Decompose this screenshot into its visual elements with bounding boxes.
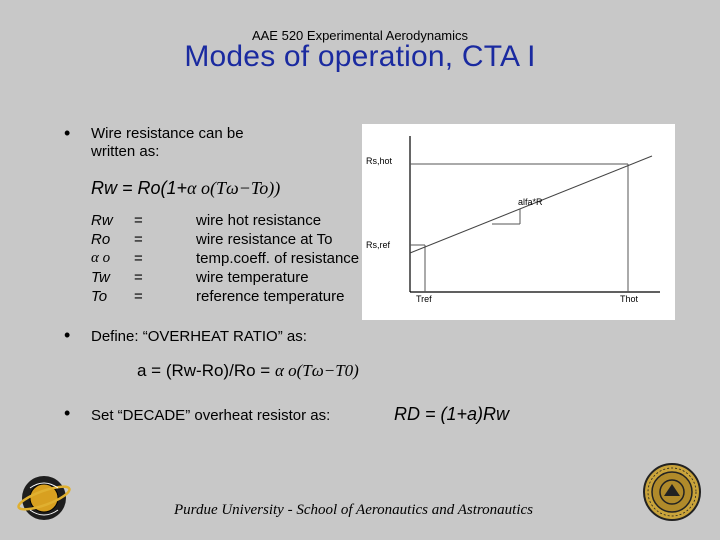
definition-symbol: Tw (91, 269, 110, 286)
bullet-1-line-1: Wire resistance can be (91, 125, 244, 142)
definition-equals: = (134, 269, 143, 286)
definition-description: wire hot resistance (196, 212, 322, 229)
bullet-2-text: Define: “OVERHEAT RATIO” as: (91, 328, 307, 345)
course-header: AAE 520 Experimental Aerodynamics (251, 28, 469, 43)
overheat-lhs: a = (Rw-Ro)/Ro = (137, 361, 275, 380)
bullet-2-dot: • (64, 325, 71, 345)
definition-row (91, 230, 359, 249)
overheat-equation (137, 361, 359, 381)
definition-equals: = (134, 288, 143, 305)
university-seal-icon (642, 462, 702, 522)
resistance-equation (91, 178, 280, 199)
equation-mid: o(T (196, 178, 227, 198)
resistance-temperature-graph (362, 124, 675, 320)
saturn-logo-icon (16, 470, 72, 526)
slide-title: Modes of operation, CTA I (184, 40, 536, 73)
bullet-1-dot: • (64, 123, 71, 143)
decade-equation: RD = (1+a)Rw (394, 404, 510, 424)
definition-description: reference temperature (196, 288, 345, 305)
alpha-symbol: α (187, 178, 197, 198)
rs-ref-label: Rs,ref (366, 240, 391, 250)
footer-text: Purdue University - School of Aeronautics and Astronautics (174, 502, 533, 518)
definition-symbol: α o (91, 250, 111, 266)
bullet-1-line-2: written as: (91, 143, 160, 160)
thot-label: Thot (620, 294, 639, 304)
alfa-label: alfa*R (518, 197, 543, 207)
definition-equals: = (134, 231, 143, 248)
definition-description: wire resistance at To (196, 231, 333, 248)
equation-rhs: −To)) (238, 178, 281, 198)
purdue-aero-logo-left (16, 470, 72, 531)
graph-svg (362, 124, 675, 320)
equation-lhs: Rw = Ro(1+ (91, 178, 188, 198)
definition-equals: = (134, 250, 143, 267)
definition-symbol: Rw (91, 212, 113, 229)
definition-row (91, 211, 359, 230)
purdue-seal-right (642, 462, 702, 527)
tref-label: Tref (416, 294, 432, 304)
omega-symbol: ω (226, 178, 239, 198)
definition-row (91, 268, 359, 287)
definition-row (91, 287, 359, 306)
bullet-3-dot: • (64, 403, 71, 423)
overheat-rhs: α o(Tω−T0) (274, 361, 359, 380)
definition-description: temp.coeff. of resistance (196, 250, 360, 267)
definition-description: wire temperature (196, 269, 309, 286)
definition-symbol: To (91, 288, 108, 305)
rs-hot-label: Rs,hot (366, 156, 393, 166)
definition-row (91, 249, 359, 268)
bullet-3-text: Set “DECADE” overheat resistor as: (91, 407, 331, 424)
definition-equals: = (134, 212, 143, 229)
definitions-list (91, 211, 359, 306)
definition-symbol: Ro (91, 231, 111, 248)
